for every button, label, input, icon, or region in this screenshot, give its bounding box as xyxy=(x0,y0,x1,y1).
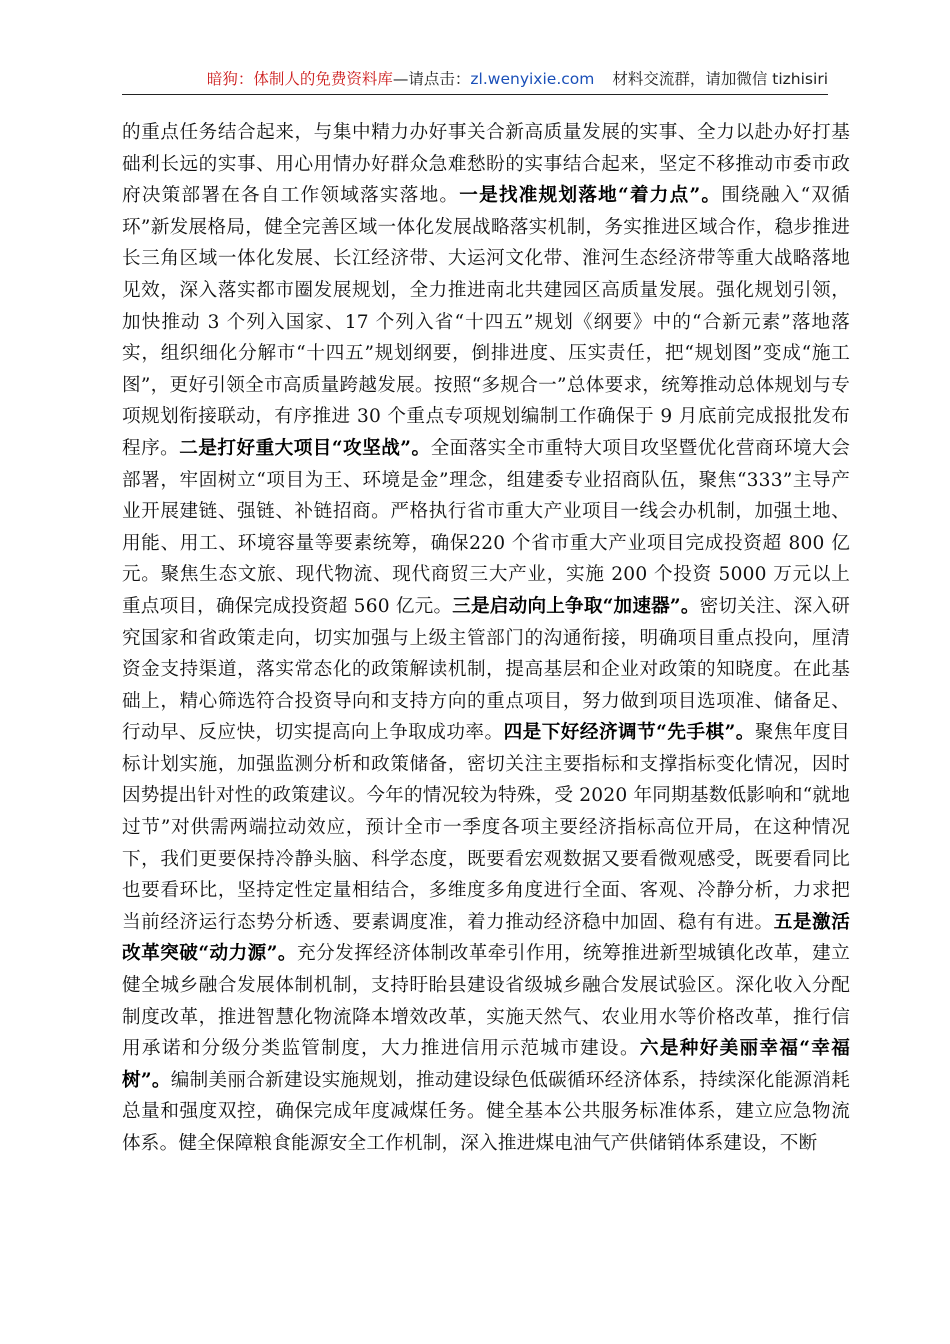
section-heading-6: 六是种好美丽幸福“幸福树”。 xyxy=(122,1038,850,1091)
section-heading-3: 三是启动向上争取“加速器”。 xyxy=(452,595,700,617)
body-text-segment: 聚焦年度目标计划实施，加强监测分析和政策储备，密切关注主要指标和支撑指标变化情况，因时因势提出针对性的政策建议。今年的情况较为特殊，受 2020 年同期基数低影响和“就地过节”对供需两端拉动效应，预计全市一季度各项主要经济指标高位开局，在这种情况下，我们更要保持冷静头脑、科学态度，既要看宏观数据又要看微观感受，既要看同比也要看环比，坚持定性定量相结合，多维度多角度进行全面、客观、冷静分析，力求把当前经济运行态势分析透、要素调度准，着力推动经济稳中加固、稳有有进。 xyxy=(122,722,850,933)
body-text-segment: 编制美丽合新建设实施规划，推动建设绿色低碳循环经济体系，持续深化能源消耗总量和强度双控，确保完成年度减煤任务。健全基本公共服务标准体系，建立应急物流体系。健全保障粮食能源安全工作机制，深入推进煤电油气产供储销体系建设，不断 xyxy=(122,1069,851,1154)
section-heading-4: 四是下好经济调节“先手棋”。 xyxy=(503,722,755,744)
body-paragraph xyxy=(122,117,850,1160)
header-url-link[interactable]: zl.wenyixie.com xyxy=(470,70,595,88)
body-text-segment: 密切关注、深入研究国家和省政策走向，切实加强与上级主管部门的沟通衔接，明确项目重点投向，厘清资金支持渠道，落实常态化的政策解读机制，提高基层和企业对政策的知晓度。在此基础上，精心筛选符合投资导向和支持方向的重点项目，努力做到项目选项准、储备足、行动早、反应快，切实提高向上争取成功率。 xyxy=(122,595,850,744)
section-heading-2: 二是打好重大项目“攻坚战”。 xyxy=(179,437,431,459)
body-text-segment: 围绕融入“双循环”新发展格局，健全完善区域一体化发展战略落实机制，务实推进区域合作，稳步推进长三角区域一体化发展、长江经济带、大运河文化带、淮河生态经济带等重大战略落地见效，深入落实都市圈发展规划，全力推进南北共建园区高质量发展。强化规划引领，加快推动 3 个列入国家、17 个列入省“十四五”规划《纲要》中的“合新元素”落地落实，组织细化分解市“十四五”规划纲要，倒排进度、压实责任，把“规划图”变成“施工图”，更好引领全市高质量跨越发展。按照“多规合一”总体要求，统筹推动总体规划与专项规划衔接联动，有序推进 30 个重点专项规划编制工作确保于 9 月底前完成报批发布程序。 xyxy=(122,185,850,459)
body-text-segment: 全面落实全市重特大项目攻坚暨优化营商环境大会部署，牢固树立“项目为王、环境是金”理念，组建委专业招商队伍，聚焦“333”主导产业开展建链、强链、补链招商。严格执行省市重大产业项目一线会办机制，加强土地、用能、用工、环境容量等要素统筹，确保220 个省市重大产业项目完成投资超 800 亿元。聚焦生态文旅、现代物流、现代商贸三大产业，实施 200 个投资 5000 万元以上重点项目，确保完成投资超 560 亿元。 xyxy=(122,437,851,617)
section-heading-1: 一是找准规划落地“着力点”。 xyxy=(459,185,722,207)
page-header xyxy=(122,64,828,95)
header-link-prefix: —请点击： xyxy=(392,70,471,88)
body-text-segment: 的重点任务结合起来，与集中精力办好事关合新高质量发展的实事、全力以赴办好打基础利长远的实事、用心用情办好群众急难愁盼的实事结合起来，坚定不移推动市委市政府决策部署在各自工作领域落实落地。 xyxy=(122,122,850,207)
header-wechat: 材料交流群，请加微信 tizhisiri xyxy=(612,70,828,88)
header-brand: 暗狗：体制人的免费资料库 xyxy=(206,70,393,88)
body-text-segment: 充分发挥经济体制改革牵引作用，统筹推进新型城镇化改革，建立健全城乡融合发展体制机制，支持盱眙县建设省级城乡融合发展试验区。深化收入分配制度改革，推进智慧化物流降本增效改革，实施天然气、农业用水等价格改革，推行信用承诺和分级分类监管制度，大力推进信用示范城市建设。 xyxy=(122,943,850,1060)
section-heading-5: 五是激活改革突破“动力源”。 xyxy=(122,911,850,965)
